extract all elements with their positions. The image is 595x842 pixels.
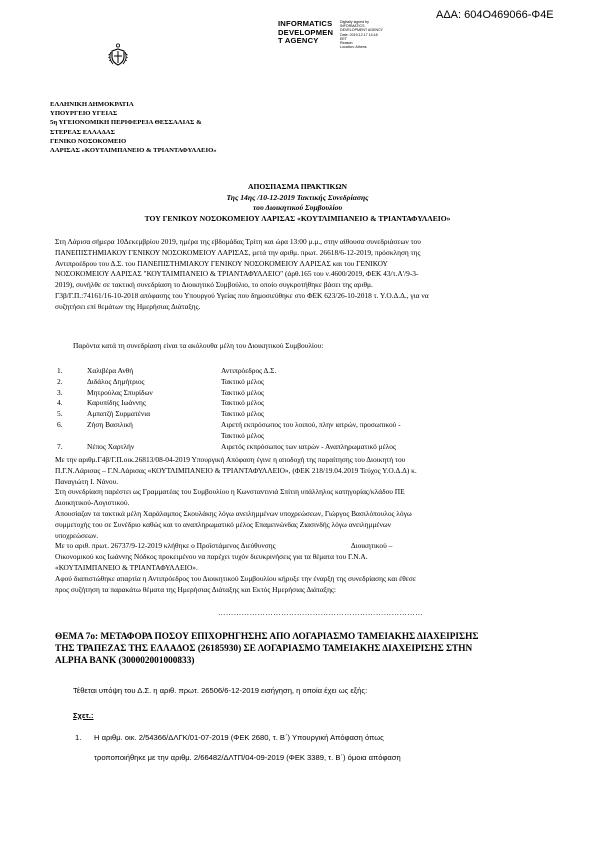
org-line: ΓΕΝΙΚΟ ΝΟΣΟΚΟΜΕΙΟ <box>50 137 127 145</box>
org-line: ΛΑΡΙΣΑΣ «ΚΟΥΤΛΙΜΠΑΝΕΙΟ & ΤΡΙΑΝΤΑΦΥΛΛΕΙΟ» <box>50 147 217 155</box>
intro-line: ΝΟΣΟΚΟΜΕΙΟΥ ΛΑΡΙΣΑΣ "ΚΟΥΤΛΙΜΠΑΝΕΙΟ & ΤΡΙΑΝΤΑΦΥΛΛΕΙΟ" (άρθ.165 του ν.4600/2019, ΦΕΚ 43/τ.Α'/9-3- <box>55 269 419 279</box>
title-line: Της 14ης /10-12-2019 Τακτικής Συνεδρίασης <box>226 192 369 202</box>
title-line: ΑΠΟΣΠΑΣΜΑ ΠΡΑΚΤΙΚΩΝ <box>247 182 348 191</box>
organization-block <box>50 100 217 155</box>
agenda-title-line: ΘΕΜΑ 7ο: ΜΕΤΑΦΟΡΑ ΠΟΣΟΥ ΕΠΙΧΟΡΗΓΗΣΗΣ ΑΠΟ ΛΟΓΑΡΙΑΣΜΟ ΤΑΜΕΙΑΚΗΣ ΔΙΑΧΕΙΡΙΣΗΣ <box>55 632 479 642</box>
separator-dots: …………………………………………………………………… <box>218 608 424 617</box>
member-name: Ζήση Βασιλική <box>87 419 133 429</box>
org-line: ΕΛΛΗΝΙΚΗ ΔΗΜΟΚΡΑΤΙΑ <box>50 101 134 108</box>
detail-line: Με το αριθ. πρωτ. 26737/9-12-2019 κλήθηκε ο Προϊστάμενος Διεύθυνσης Διοικητικού – <box>55 541 393 551</box>
org-line: ΥΠΟΥΡΓΕΙΟ ΥΓΕΙΑΣ <box>50 110 118 118</box>
minutes-title <box>0 182 595 224</box>
reference-line: τροποποιήθηκε με την αριθμ. 2/66482/ΔΛΤΠ/04-09-2019 (ΦΕΚ 3389, τ. Β΄) όμοια απόφαση <box>94 753 401 762</box>
intro-line: Αντιπροέδρου του Δ.Σ. του ΠΑΝΕΠΙΣΤΗΜΙΑΚΟΥ ΓΕΝΙΚΟΥ ΝΟΣΟΚΟΜΕΙΟΥ ΛΑΡΙΣΑΣ και του ΓΕΝΙΚΟΥ <box>55 258 388 268</box>
member-role: Τακτικό μέλος <box>221 430 264 440</box>
member-name: Νέπος Χαρτλήν <box>87 441 135 451</box>
member-name: Διδάλος Δημήτριος <box>87 376 145 386</box>
agenda-title-line: ALPHA BANK (300002001000833) <box>55 655 195 666</box>
intro-line: Στη Λάρισα σήμερα 10Δεκεμβρίου 2019, ημέρα της εβδομάδας Τρίτη και ώρα 13:00 μ.μ., στην αίθουσα συνεδριάσεων του <box>55 237 421 246</box>
intro-line: 2019), συνήλθε σε τακτική συνεδρίαση το Διοικητικό Συμβούλιο, το οποίο συγκροτήθηκε βάσει της αριθμ. <box>55 280 373 290</box>
logo-line: T AGENCY <box>278 36 319 46</box>
member-name: Αμπατζή Συρματένια <box>87 409 151 419</box>
detail-line: Π.Γ.Ν.Λάρισας – Γ.Ν.Λάρισας «ΚΟΥΤΛΙΜΠΑΝΕΙΟ & ΤΡΙΑΝΤΑΦΥΛΛΕΙΟ», (ΦΕΚ 218/19.04.2019 Τεύχος Υ.Ο.Δ.Δ) κ. <box>55 465 417 475</box>
reference-number: 1. <box>75 733 82 742</box>
detail-line: Διοικητικού-Λογιστικού. <box>55 498 130 508</box>
agenda-item-title <box>55 632 541 667</box>
detail-line: Απουσίαζαν τα τακτικά μέλη Χαράλαμπος Σκουλάκης λόγω ανειλημμένων υποχρεώσεων, Γιώργος Βασιλόπουλος λόγω <box>55 508 412 518</box>
digital-signature-logo <box>278 20 333 46</box>
detail-line: Οικονομικού κος Ιωάννης Νόδκος προκειμένου να παρέχει τυχόν διευκρινήσεις για τα θέματα του Γ.Ν.Α. <box>55 552 368 562</box>
agenda-title-line: ΤΗΣ ΤΡΑΠΕΖΑΣ ΤΗΣ ΕΛΛΑΔΟΣ (26185930) ΣΕ ΛΟΓΑΡΙΑΣΜΟ ΤΑΜΕΙΑΚΗΣ ΔΙΑΧΕΙΡΙΣΗΣ ΣΤΗΝ <box>55 643 473 654</box>
session-details <box>55 455 541 595</box>
member-number: 1. <box>57 366 63 375</box>
digital-signature-details <box>340 20 383 49</box>
member-role: Αντιπρόεδρος Δ.Σ. <box>221 366 277 375</box>
member-number: 2. <box>57 376 63 386</box>
detail-line: Παναγιώτη Ι. Νάνου. <box>55 476 119 486</box>
member-number: 6. <box>57 419 63 429</box>
submission-text: Τέθεται υπόψη του Δ.Σ. η αριθ. πρωτ. 26506/6-12-2019 εισήγηση, η οποία έχει ως εξής: <box>73 686 368 695</box>
org-line: 5η ΥΓΕΙΟΝΟΜΙΚΗ ΠΕΡΙΦΕΡΕΙΑ ΘΕΣΣΑΛΙΑΣ & <box>50 119 202 127</box>
greek-emblem-icon <box>107 42 129 68</box>
member-name: Χαλιβέρα Ανθή <box>87 366 134 375</box>
intro-paragraph <box>55 237 541 313</box>
detail-line: Με την αριθμ.Γ4β/Γ.Π.οικ.26813/08-04-2019 Υπουργική Απόφαση έγινε η αποδοχή της παραίτησης του Διοικητή του <box>55 455 406 464</box>
signature-detail-line: Digitally signed by <box>340 20 369 24</box>
member-role: Αιρετή εκπρόσωπος του λοιπού, πλην ιατρών, προσωπικού - <box>221 419 401 429</box>
member-role: Τακτικό μέλος <box>221 387 264 397</box>
references-label: Σχετ.: <box>73 711 94 720</box>
member-name: Καρυπίδης Ιωάννης <box>87 398 146 408</box>
detail-line: προς συζήτηση τα παρακάτω θέματα της Ημερήσιας Διάταξης και Εκτός Ημερήσιας Διάταξης: <box>55 584 336 594</box>
logo-line: DEVELOPMEN <box>278 27 334 37</box>
intro-line: συζητήσει επί θεμάτων της Ημερήσιας Διάταξης. <box>55 301 201 311</box>
org-line: ΣΤΕΡΕΑΣ ΕΛΛΑΔΑΣ <box>50 128 115 136</box>
member-role: Τακτικό μέλος <box>221 398 264 408</box>
intro-line: Γ3β/Γ.Π.:74161/16-10-2018 απόφασης του Υπουργού Υγείας που δημοσιεύθηκε στο ΦΕΚ 623/26-10-2018 τ. Υ.Ο.Δ.Δ., για να <box>55 290 429 300</box>
member-name: Μητρούλας Σπυρίδων <box>87 387 153 397</box>
logo-line: INFORMATICS <box>278 19 333 28</box>
ada-code: ΑΔΑ: 604Ο469066-Φ4Ε <box>436 9 554 21</box>
signature-detail-line: INFORMATICS <box>340 24 365 29</box>
present-intro: Παρόντα κατά τη συνεδρίαση είναι τα ακόλουθα μέλη του Διοικητικού Συμβουλίου: <box>73 341 324 350</box>
member-role: Τακτικό μέλος <box>221 376 264 386</box>
signature-detail-line: Location: Athens <box>340 45 367 50</box>
signature-detail-line: DEVELOPMENT AGENCY <box>340 28 384 33</box>
member-role: Τακτικό μέλος <box>221 409 264 419</box>
detail-line: Στη συνεδρίαση παρέστει ως Γραμματέας του Συμβουλίου η Κωνσταντινιά Σπίτιη υπάλληλος κατηγορίας/κλάδου ΠΕ <box>55 487 405 497</box>
signature-detail-line: Reason: <box>340 41 354 46</box>
member-number: 7. <box>57 441 63 451</box>
detail-line: συμμετοχής του σε Συνέδριο καθώς και το αναπληρωματικό μέλος Επαμεινώνδας Ζιασινδής λόγω ανειλημμένων <box>55 519 392 529</box>
signature-detail-line: EET <box>340 36 347 41</box>
intro-line: ΠΑΝΕΠΙΣΤΗΜΙΑΚΟΥ ΓΕΝΙΚΟΥ ΝΟΣΟΚΟΜΕΙΟΥ ΛΑΡΙΣΑΣ, μετά την αριθμ. πρωτ. 26618/6-12-2019, πρόσκληση της <box>55 247 421 257</box>
member-role: Αιρετός εκπρόσωπος των ιατρών - Αναπληρωματικό μέλος <box>221 441 396 451</box>
member-number: 3. <box>57 387 63 397</box>
detail-line: Αφού διαπιστώθηκε απαρτία η Αντιπρόεδρος του Διοικητικού Συμβουλίου κήρυξε την έναρξη της συνεδρίασης και έθεσε <box>55 573 416 583</box>
reference-line: Η αριθμ. οικ. 2/54366/ΔΛΓΚ/01-07-2019 (ΦΕΚ 2680, τ. Β΄) Υπουργική Απόφαση όπως <box>94 733 384 742</box>
title-line: ΤΟΥ ΓΕΝΙΚΟΥ ΝΟΣΟΚΟΜΕΙΟΥ ΛΑΡΙΣΑΣ «ΚΟΥΤΛΙΜΠΑΝΕΙΟ & ΤΡΙΑΝΤΑΦΥΛΛΕΙΟ» <box>144 213 451 223</box>
member-number: 5. <box>57 409 63 419</box>
detail-line: «ΚΟΥΤΛΙΜΠΑΝΕΙΟ & ΤΡΙΑΝΤΑΦΥΛΛΕΙΟ». <box>55 562 198 572</box>
title-line: του Διοικητικού Συμβουλίου <box>252 203 343 213</box>
member-number: 4. <box>57 398 63 408</box>
detail-line: υποχρεώσεων. <box>55 530 99 540</box>
signature-detail-line: Date: 2019.12.17 14:18 <box>340 32 378 37</box>
